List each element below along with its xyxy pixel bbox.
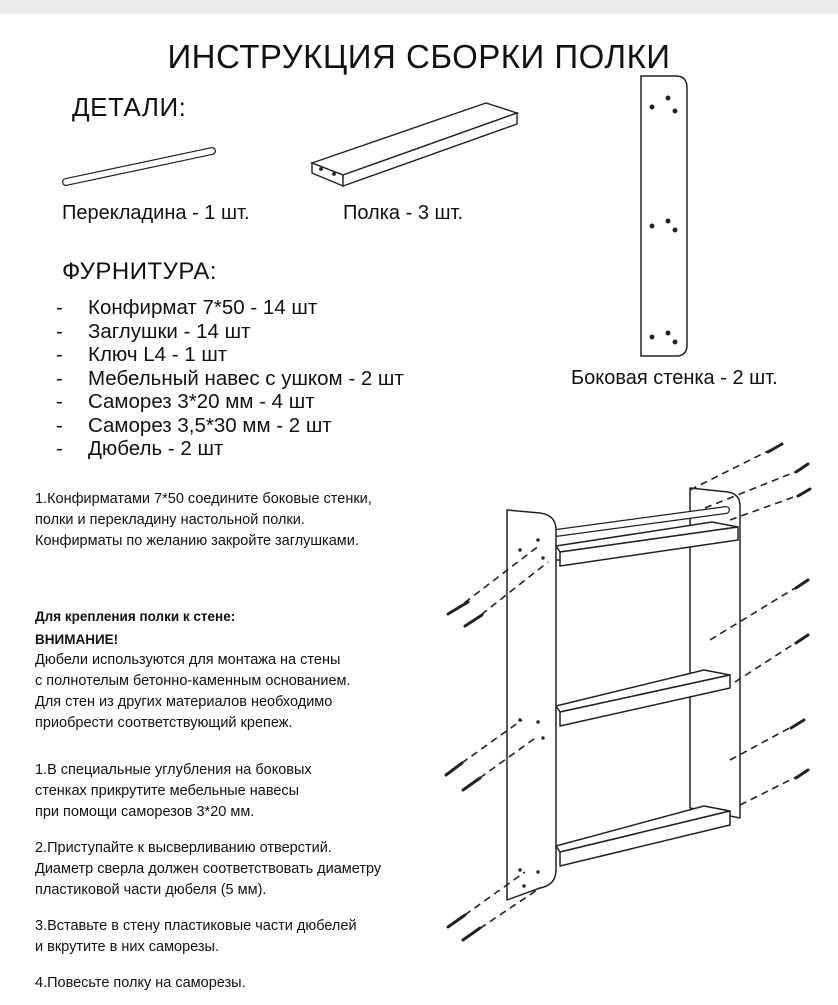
front-side-wall (507, 510, 556, 900)
wall-mount-warning: Для крепления полки к стене: ВНИМАНИЕ! Дюбели используются для монтажа на стены с полнотелым бетонно-каменным основанием. Для стен из других материалов необходимо приобрести соответствующий крепеж. (35, 606, 351, 734)
list-item: - Заглушки - 14 шт (56, 319, 251, 343)
wall-step-3: 3.Вставьте в стену пластиковые части дюбелей и вкрутите в них саморезы. (35, 918, 357, 955)
list-item: - Дюбель - 2 шт (56, 437, 224, 460)
parts-heading: ДЕТАЛИ: (72, 92, 187, 122)
list-item: - Конфирмат 7*50 - 14 шт (56, 296, 318, 319)
wall-step-4: 4.Повесьте полку на саморезы. (35, 975, 246, 991)
rod-label: Перекладина - 1 шт. (62, 202, 250, 224)
list-item: - Мебельный навес с ушком - 2 шт (56, 366, 404, 390)
wall-step-1: 1.В специальные углубления на боковых стенках прикрутите мебельные навесы при помощи саморезов 3*20 мм. (35, 762, 312, 820)
list-item: - Саморез 3*20 мм - 4 шт (56, 390, 315, 413)
shelf-label: Полка - 3 шт. (343, 202, 464, 224)
list-item: - Саморез 3,5*30 мм - 2 шт (56, 413, 332, 437)
side-wall-label: Боковая стенка - 2 шт. (571, 367, 778, 389)
wall-mount-heading: Для крепления полки к стене: (35, 609, 236, 624)
wall-step-2: 2.Приступайте к высверливанию отверстий. Диаметр сверла должен соответствовать диаметру пластиковой части дюбеля (5 мм). (35, 840, 382, 898)
warning-label: ВНИМАНИЕ! (35, 632, 119, 647)
hardware-heading: ФУРНИТУРА: (62, 258, 217, 285)
assembly-step: 1.Конфирматами 7*50 соедините боковые стенки, полки и перекладину настольной полки. Конфирматы по желанию закройте заглушками. (35, 491, 372, 549)
list-item: - Ключ L4 - 1 шт (56, 343, 228, 366)
page-title: ИНСТРУКЦИЯ СБОРКИ ПОЛКИ (167, 38, 671, 75)
bottom-shelf (556, 806, 730, 866)
